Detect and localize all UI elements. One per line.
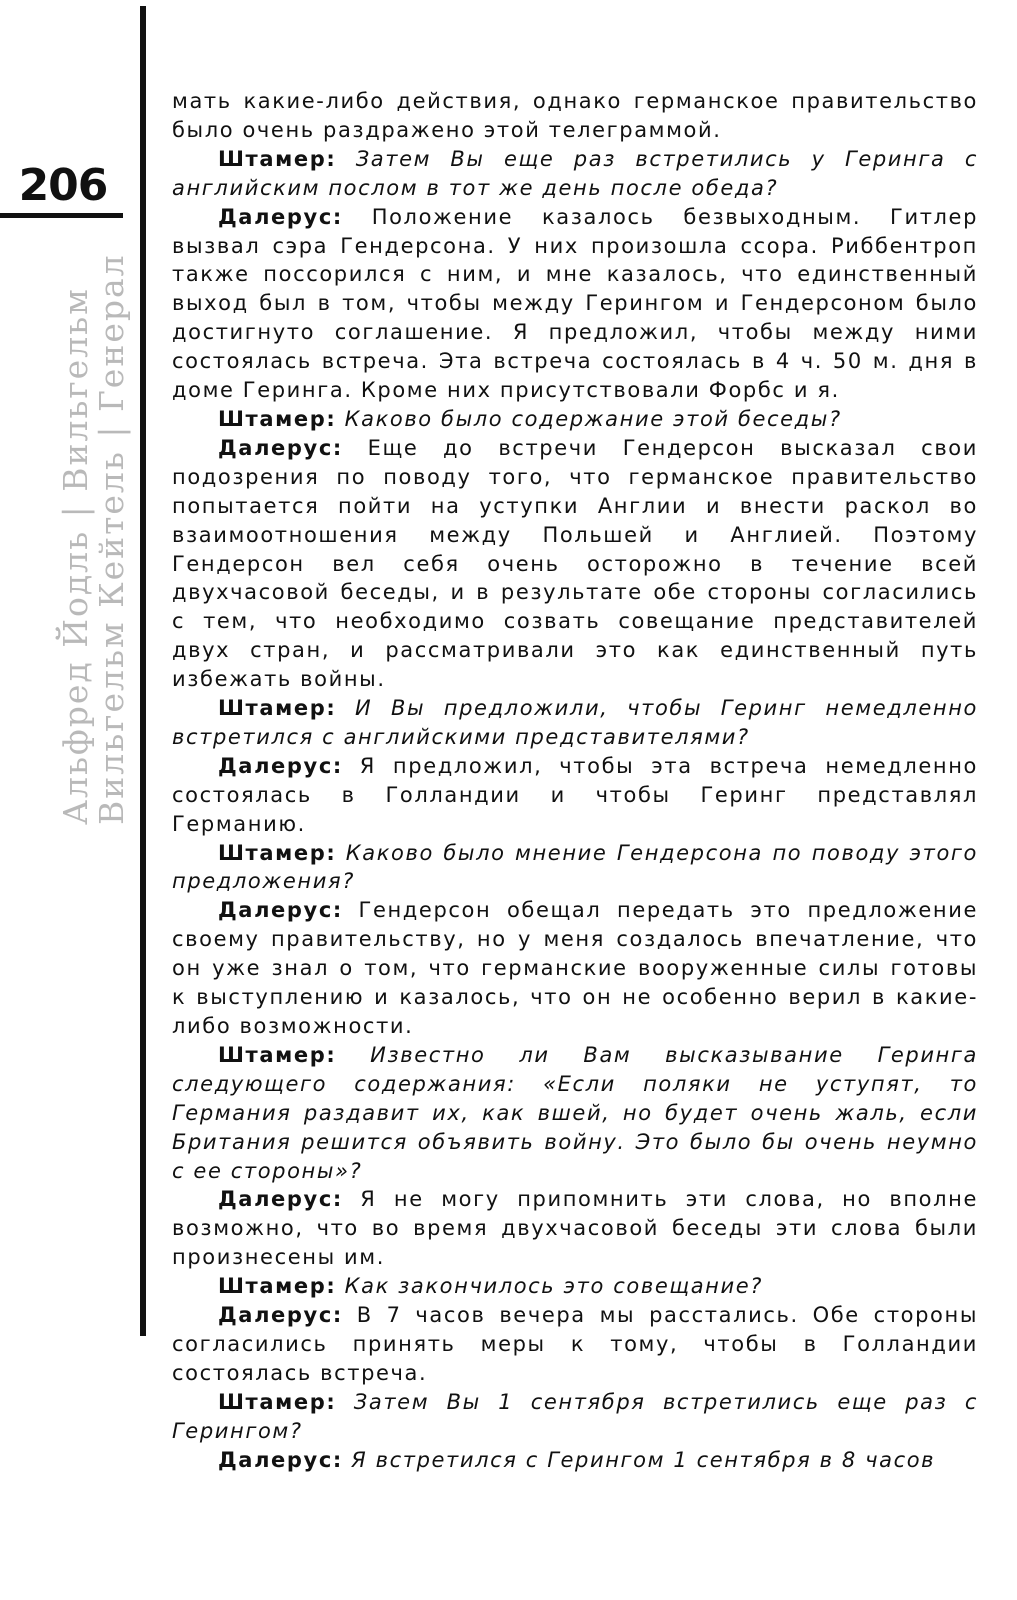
- paragraph-text: Еще до встречи Гендерсон высказал свои подозрения по поводу того, что германское правительство попытается пойти на уступки Англии и внести раскол во взаимоотношения между Польшей и Англией. Поэтому Гендерсон вел себя очень осторожно в течение всей двухчасовой беседы, и в результате обе стороны согласились с тем, что необходимо созвать совещание представителей двух стран, и рассматривали это как единственный путь избежать войны.: [172, 435, 978, 692]
- vertical-rule: [140, 6, 146, 1336]
- speaker-name: Далерус:: [218, 753, 343, 778]
- speaker-name: Далерус:: [218, 435, 343, 460]
- paragraph: [172, 896, 978, 1041]
- paragraph: [172, 145, 978, 203]
- speaker-name: Далерус:: [218, 1187, 343, 1212]
- speaker-name: Штамер:: [218, 696, 337, 721]
- paragraph: [172, 752, 978, 839]
- paragraph: [172, 1446, 978, 1475]
- speaker-name: Далерус:: [218, 204, 343, 229]
- body-text: [172, 87, 978, 1475]
- side-title-line-1: Альфред Йодль | Вильгельм: [56, 287, 95, 825]
- speaker-name: Штамер:: [218, 146, 337, 171]
- paragraph-text: Затем Вы еще раз встретились у Геринга с английским послом в тот же день после обеда?: [172, 146, 978, 200]
- paragraph-text: Каково было содержание этой беседы?: [336, 406, 842, 431]
- paragraph-text: Как закончилось это совещание?: [336, 1274, 764, 1299]
- speaker-name: Штамер:: [218, 406, 337, 431]
- paragraph: [172, 434, 978, 694]
- speaker-name: Штамер:: [218, 1042, 337, 1067]
- paragraph-text: Гендерсон обещал передать это предложение своему правительству, но у меня создалось впечатление, что он уже знал о том, что германские вооруженные силы готовы к выступлению и казалось, что он не особенно верил в какие-либо возможности.: [172, 898, 978, 1038]
- paragraph-text: мать какие-либо действия, однако германское правительство было очень раздражено этой телеграммой.: [172, 89, 978, 142]
- paragraph: [172, 694, 978, 752]
- paragraph: [172, 1301, 978, 1388]
- paragraph: [172, 87, 978, 145]
- paragraph: [172, 405, 978, 434]
- paragraph: [172, 1041, 978, 1186]
- paragraph-text: Я предложил, чтобы эта встреча немедленно состоялась в Голландии и чтобы Геринг представлял Германию.: [172, 753, 978, 836]
- speaker-name: Далерус:: [218, 898, 343, 923]
- paragraph-text: Затем Вы 1 сентября встретились еще раз с Герингом?: [172, 1389, 978, 1443]
- speaker-name: Далерус:: [218, 1303, 343, 1328]
- page-number-rule: [0, 213, 123, 218]
- paragraph-text: Известно ли Вам высказывание Геринга следующего содержания: «Если поляки не уступят, то Германия раздавит их, как вшей, но будет очень жаль, если Британия решится объявить войну. Это было бы очень неумно с ее стороны»?: [172, 1042, 978, 1183]
- paragraph-text: Каково было мнение Гендерсона по поводу этого предложения?: [172, 840, 978, 894]
- paragraph: [172, 1272, 978, 1301]
- paragraph-text: И Вы предложили, чтобы Геринг немедленно встретился с английскими представителями?: [172, 696, 978, 749]
- paragraph: [172, 1388, 978, 1446]
- paragraph: [172, 839, 978, 897]
- side-title-line-2: Вильгельм Кейтель | Генерал: [92, 253, 131, 825]
- paragraph-text: В 7 часов вечера мы расстались. Обе стороны согласились принять меры к тому, чтобы в Голландии состоялась встреча.: [172, 1303, 978, 1385]
- side-title: [58, 253, 130, 825]
- speaker-name: Далерус:: [218, 1447, 343, 1472]
- paragraph-text: Я не могу припомнить эти слова, но вполне возможно, что во время двухчасовой беседы эти слова были произнесены им.: [172, 1187, 978, 1270]
- speaker-name: Штамер:: [218, 840, 337, 865]
- paragraph: [172, 203, 978, 405]
- paragraph: [172, 1185, 978, 1272]
- speaker-name: Штамер:: [218, 1274, 337, 1299]
- paragraph-text: Положение казалось безвыходным. Гитлер вызвал сэра Гендерсона. У них произошла ссора. Риббентроп также поссорился с ним, и мне казалось, что единственный выход был в том, чтобы между Герингом и Гендерсоном было достигнуто соглашение. Я предложил, чтобы между ними состоялась встреча. Эта встреча состоялась в 4 ч. 50 м. дня в доме Геринга. Кроме них присутствовали Форбс и я.: [172, 204, 978, 403]
- speaker-name: Штамер:: [218, 1389, 337, 1414]
- page-number: 206: [18, 160, 108, 211]
- paragraph-text: Я встретился с Герингом 1 сентября в 8 часов: [342, 1447, 936, 1472]
